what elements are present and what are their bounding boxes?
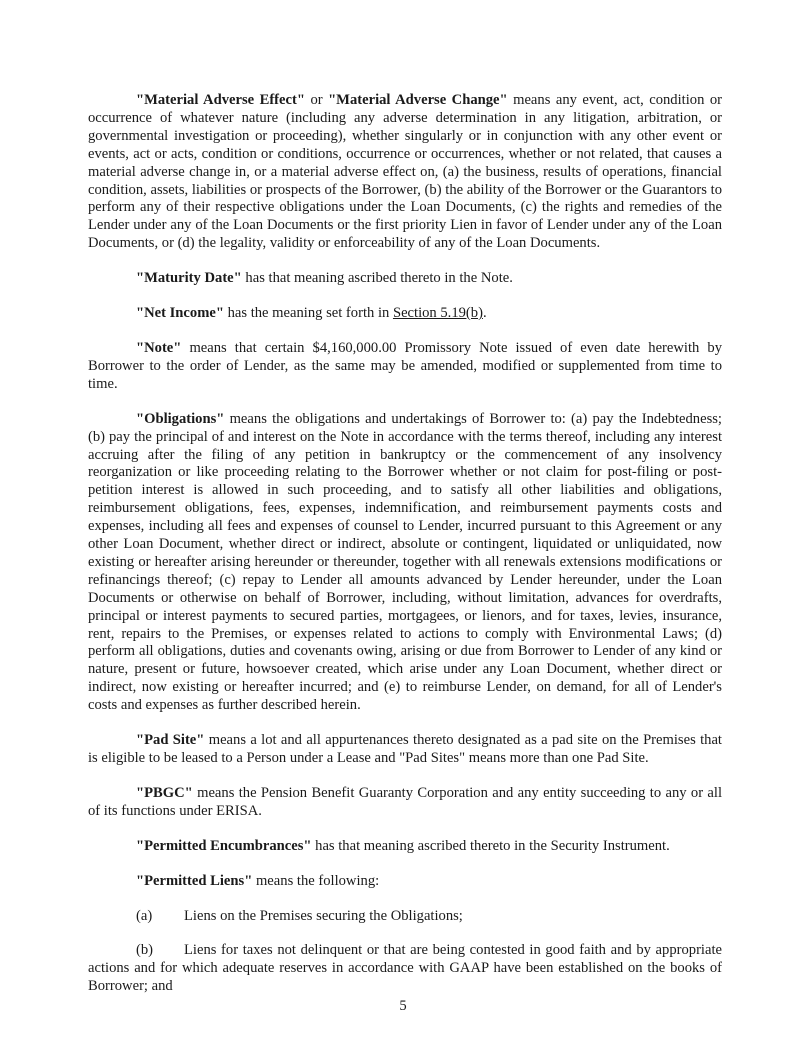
definition-pad-site — [88, 732, 722, 768]
connector: or — [304, 92, 329, 108]
definition-permitted-encumbrances — [88, 838, 722, 856]
definition-material-adverse-effect — [88, 92, 722, 253]
definition-maturity-date — [88, 270, 722, 288]
definition-text: means any event, act, condition or occurrence of whatever nature (including any adverse determination in any litigation, arbitration, or governmental investigation or proceeding), whether singularly or in conjunction with any other event or events, act or acts, condition or conditions, occurrence or occurrences, whether or not related, that causes a material adverse change in, or a material adverse effect on, (a) the business, results of operations, financial condition, assets, liabilities or prospects of the Borrower, (b) the ability of the Borrower or the Guarantors to perform any of their respective obligations under the Loan Documents, (c) the rights and remedies of the Lender under any of the Loan Documents or the first priority Lien in favor of Lender under any of the Loan Documents, or (d) the legality, validity or enforceability of any of the Loan Documents. — [88, 92, 722, 252]
definition-pbgc — [88, 785, 722, 821]
item-label: (b) — [136, 942, 154, 959]
permitted-lien-item — [88, 942, 722, 996]
definition-text: means a lot and all appurtenances thereto designated as a pad site on the Premises that is eligible to be leased to a Person under a Lease and "Pad Sites" means more than one Pad Site. — [88, 732, 722, 766]
definition-text: has the meaning set forth in — [223, 305, 393, 322]
definition-net-income — [88, 305, 722, 323]
term: "Obligations" — [136, 410, 225, 427]
definition-note — [88, 340, 722, 394]
definition-text: means the Pension Benefit Guaranty Corporation and any entity succeeding to any or all of its functions under ERISA. — [88, 784, 722, 819]
definition-permitted-liens — [88, 873, 722, 891]
definition-obligations — [88, 411, 722, 715]
term: "PBGC" — [136, 784, 193, 801]
item-text: Liens for taxes not delinquent or that are being contested in good faith and by appropriate actions and for which adequate reserves in accordance with GAAP have been established on the books of Borrower; and — [88, 942, 722, 995]
punctuation: . — [482, 305, 487, 322]
definition-text: has that meaning ascribed thereto in the Note. — [241, 270, 513, 287]
item-text: Liens on the Premises securing the Obligations; — [184, 907, 463, 924]
definition-text: means the following: — [252, 872, 380, 889]
term: "Material Adverse Effect" — [136, 92, 305, 108]
document-page — [88, 92, 722, 1013]
term: "Pad Site" — [136, 732, 205, 749]
definition-text: means the obligations and undertakings of Borrower to: (a) pay the Indebtedness; (b) pay the principal of and interest on the Note in accordance with the terms thereof, including any interest accruing after the filing of any petition in bankruptcy or the commencement of any insolvency reorganization or like proceeding relating to the Borrower whether or not claim for post-filing or post-petition interest is allowed in such proceeding, and to satisfy all other liabilities and obligations, reimbursement obligations, fees, expenses, indemnification, and reimbursement payments costs and expenses, including all fees and expenses of counsel to Lender, incurred pursuant to this Agreement or any other Loan Document, whether direct or indirect, absolute or contingent, liquidated or unliquidated, now existing or hereafter arising hereunder or thereunder, together with all renewals extensions modifications or refinancings thereof; (c) repay to Lender all amounts advanced by Lender hereunder, under the Loan Documents or otherwise on behalf of Borrower, including, without limitation, advances for overdrafts, principal or interest payments to secured parties, mortgagees, or lienors, and for taxes, levies, insurance, rent, repairs to the Premises, or expenses related to actions to comply with Environmental Laws; (d) perform all obligations, duties and covenants owing, arising or due from Borrower to Lender of any kind or nature, present or future, howsoever created, which arise under any Loan Document, whether direct or indirect, now existing or hereafter incurred; and (e) to reimburse Lender, on demand, for all of Lender's costs and expenses as further described herein. — [88, 410, 722, 714]
section-reference-link[interactable]: Section 5.19(b) — [392, 305, 483, 322]
permitted-lien-item — [88, 908, 722, 926]
term: "Net Income" — [136, 305, 224, 322]
term: "Permitted Encumbrances" — [136, 837, 312, 854]
term: "Note" — [136, 339, 182, 356]
term: "Material Adverse Change" — [328, 92, 508, 108]
item-label: (a) — [136, 907, 153, 924]
term: "Permitted Liens" — [136, 872, 253, 889]
term: "Maturity Date" — [136, 270, 242, 287]
definition-text: means that certain $4,160,000.00 Promissory Note issued of even date herewith by Borrower to the order of Lender, as the same may be amended, modified or supplemented from time to time. — [88, 339, 722, 392]
definition-text: has that meaning ascribed thereto in the Security Instrument. — [311, 837, 670, 854]
page-number: 5 — [399, 998, 407, 1014]
